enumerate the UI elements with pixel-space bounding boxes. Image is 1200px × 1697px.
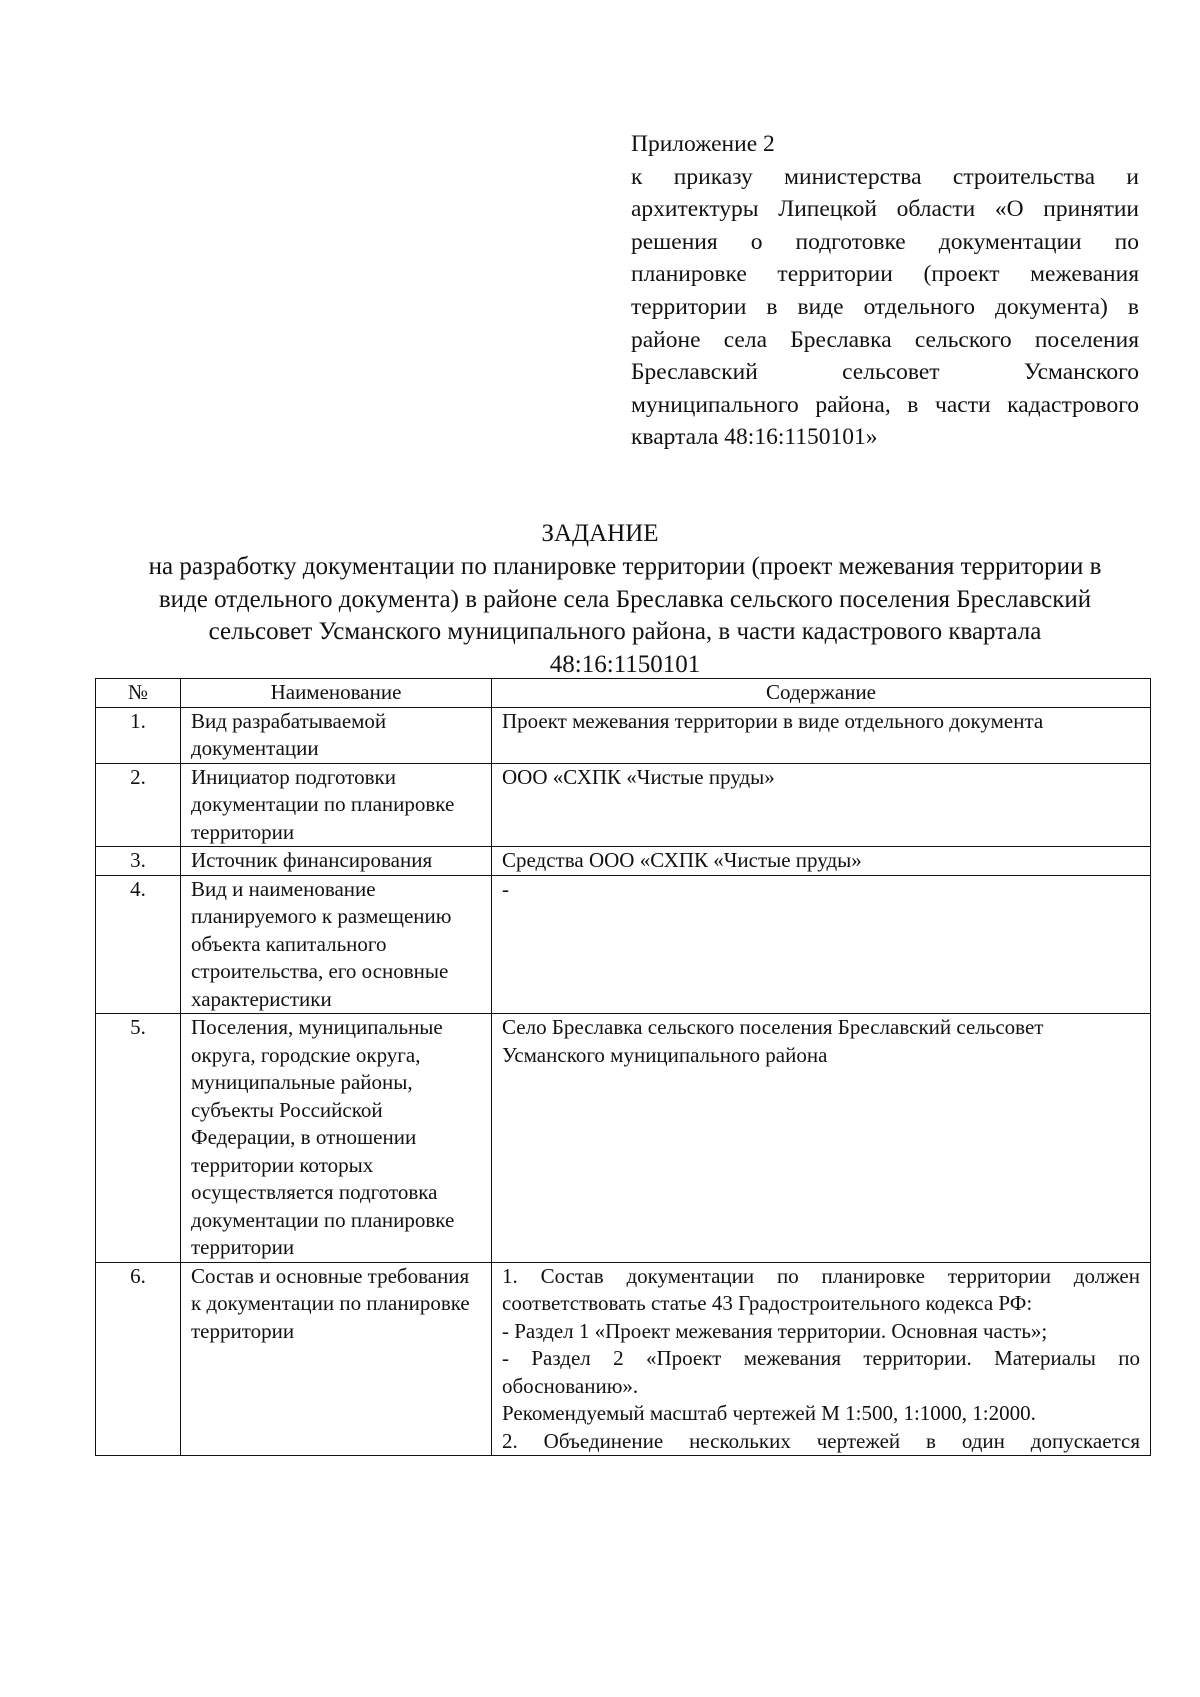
row-num: 4. bbox=[96, 875, 181, 1014]
row-content bbox=[492, 1262, 1151, 1456]
row-num: 2. bbox=[96, 763, 181, 847]
header-content: Содержание bbox=[492, 679, 1151, 708]
table-row bbox=[96, 1014, 1151, 1263]
table-row bbox=[96, 1262, 1151, 1456]
content-line: Рекомендуемый масштаб чертежей М 1:500, 1:1000, 1:2000. bbox=[502, 1401, 1036, 1425]
row-content: Средства ООО «СХПК «Чистые пруды» bbox=[492, 847, 1151, 876]
row-num: 3. bbox=[96, 847, 181, 876]
row-name: Состав и основные требования к документации по планировке территории bbox=[181, 1262, 492, 1456]
task-table bbox=[95, 678, 1151, 1456]
row-num: 1. bbox=[96, 707, 181, 763]
table-row bbox=[96, 707, 1151, 763]
row-content: Проект межевания территории в виде отдельного документа bbox=[492, 707, 1151, 763]
row-num: 6. bbox=[96, 1262, 181, 1456]
row-name: Вид разрабатываемой документации bbox=[181, 707, 492, 763]
document-heading: ЗАДАНИЕ bbox=[541, 520, 659, 547]
row-content: ООО «СХПК «Чистые пруды» bbox=[492, 763, 1151, 847]
table-header-row bbox=[96, 679, 1151, 708]
content-line: - Раздел 1 «Проект межевания территории. Основная часть»; bbox=[502, 1318, 1048, 1343]
appendix-body: к приказу министерства строительства и архитектуры Липецкой области «О принятии решения о подготовке документации по планировке территории (проект межевания территории в виде отдельного документа) в районе села Бреславка сельского поселения Бреславский сельсовет Усманского муниципального района, в части кадастрового квартала 48:16:1150101» bbox=[631, 163, 1139, 451]
row-name: Вид и наименование планируемого к размещению объекта капитального строительства, его основные характеристики bbox=[181, 875, 492, 1014]
content-line: 1. Состав документации по планировке территории должен соответствовать статье 43 Градостроительного кодекса РФ: bbox=[502, 1263, 1140, 1315]
content-line: - Раздел 2 «Проект межевания территории. Материалы по обоснованию». bbox=[502, 1346, 1140, 1398]
row-name: Поселения, муниципальные округа, городские округа, муниципальные районы, субъекты Российской Федерации, в отношении территории которых осуществляется подготовка документации по планировке территории bbox=[181, 1014, 492, 1263]
row-name: Источник финансирования bbox=[181, 847, 492, 876]
header-name: Наименование bbox=[181, 679, 492, 708]
header-num: № bbox=[96, 679, 181, 708]
content-line: 2. Объединение нескольких чертежей в один допускается bbox=[502, 1428, 1140, 1453]
table-row bbox=[96, 763, 1151, 847]
appendix-block bbox=[631, 128, 1139, 454]
table-row bbox=[96, 875, 1151, 1014]
row-content: Село Бреславка сельского поселения Бреславский сельсовет Усманского муниципального района bbox=[492, 1014, 1151, 1263]
document-subtitle: на разработку документации по планировке территории (проект межевания территории в виде отдельного документа) в районе села Бреславка сельского поселения Бреславский сельсовет Усманского муниципального района, в части кадастрового квартала 48:16:1150101 bbox=[148, 553, 1102, 678]
row-name: Инициатор подготовки документации по планировке территории bbox=[181, 763, 492, 847]
row-content: - bbox=[492, 875, 1151, 1014]
appendix-title: Приложение 2 bbox=[631, 131, 775, 157]
table-row bbox=[96, 847, 1151, 876]
row-num: 5. bbox=[96, 1014, 181, 1263]
